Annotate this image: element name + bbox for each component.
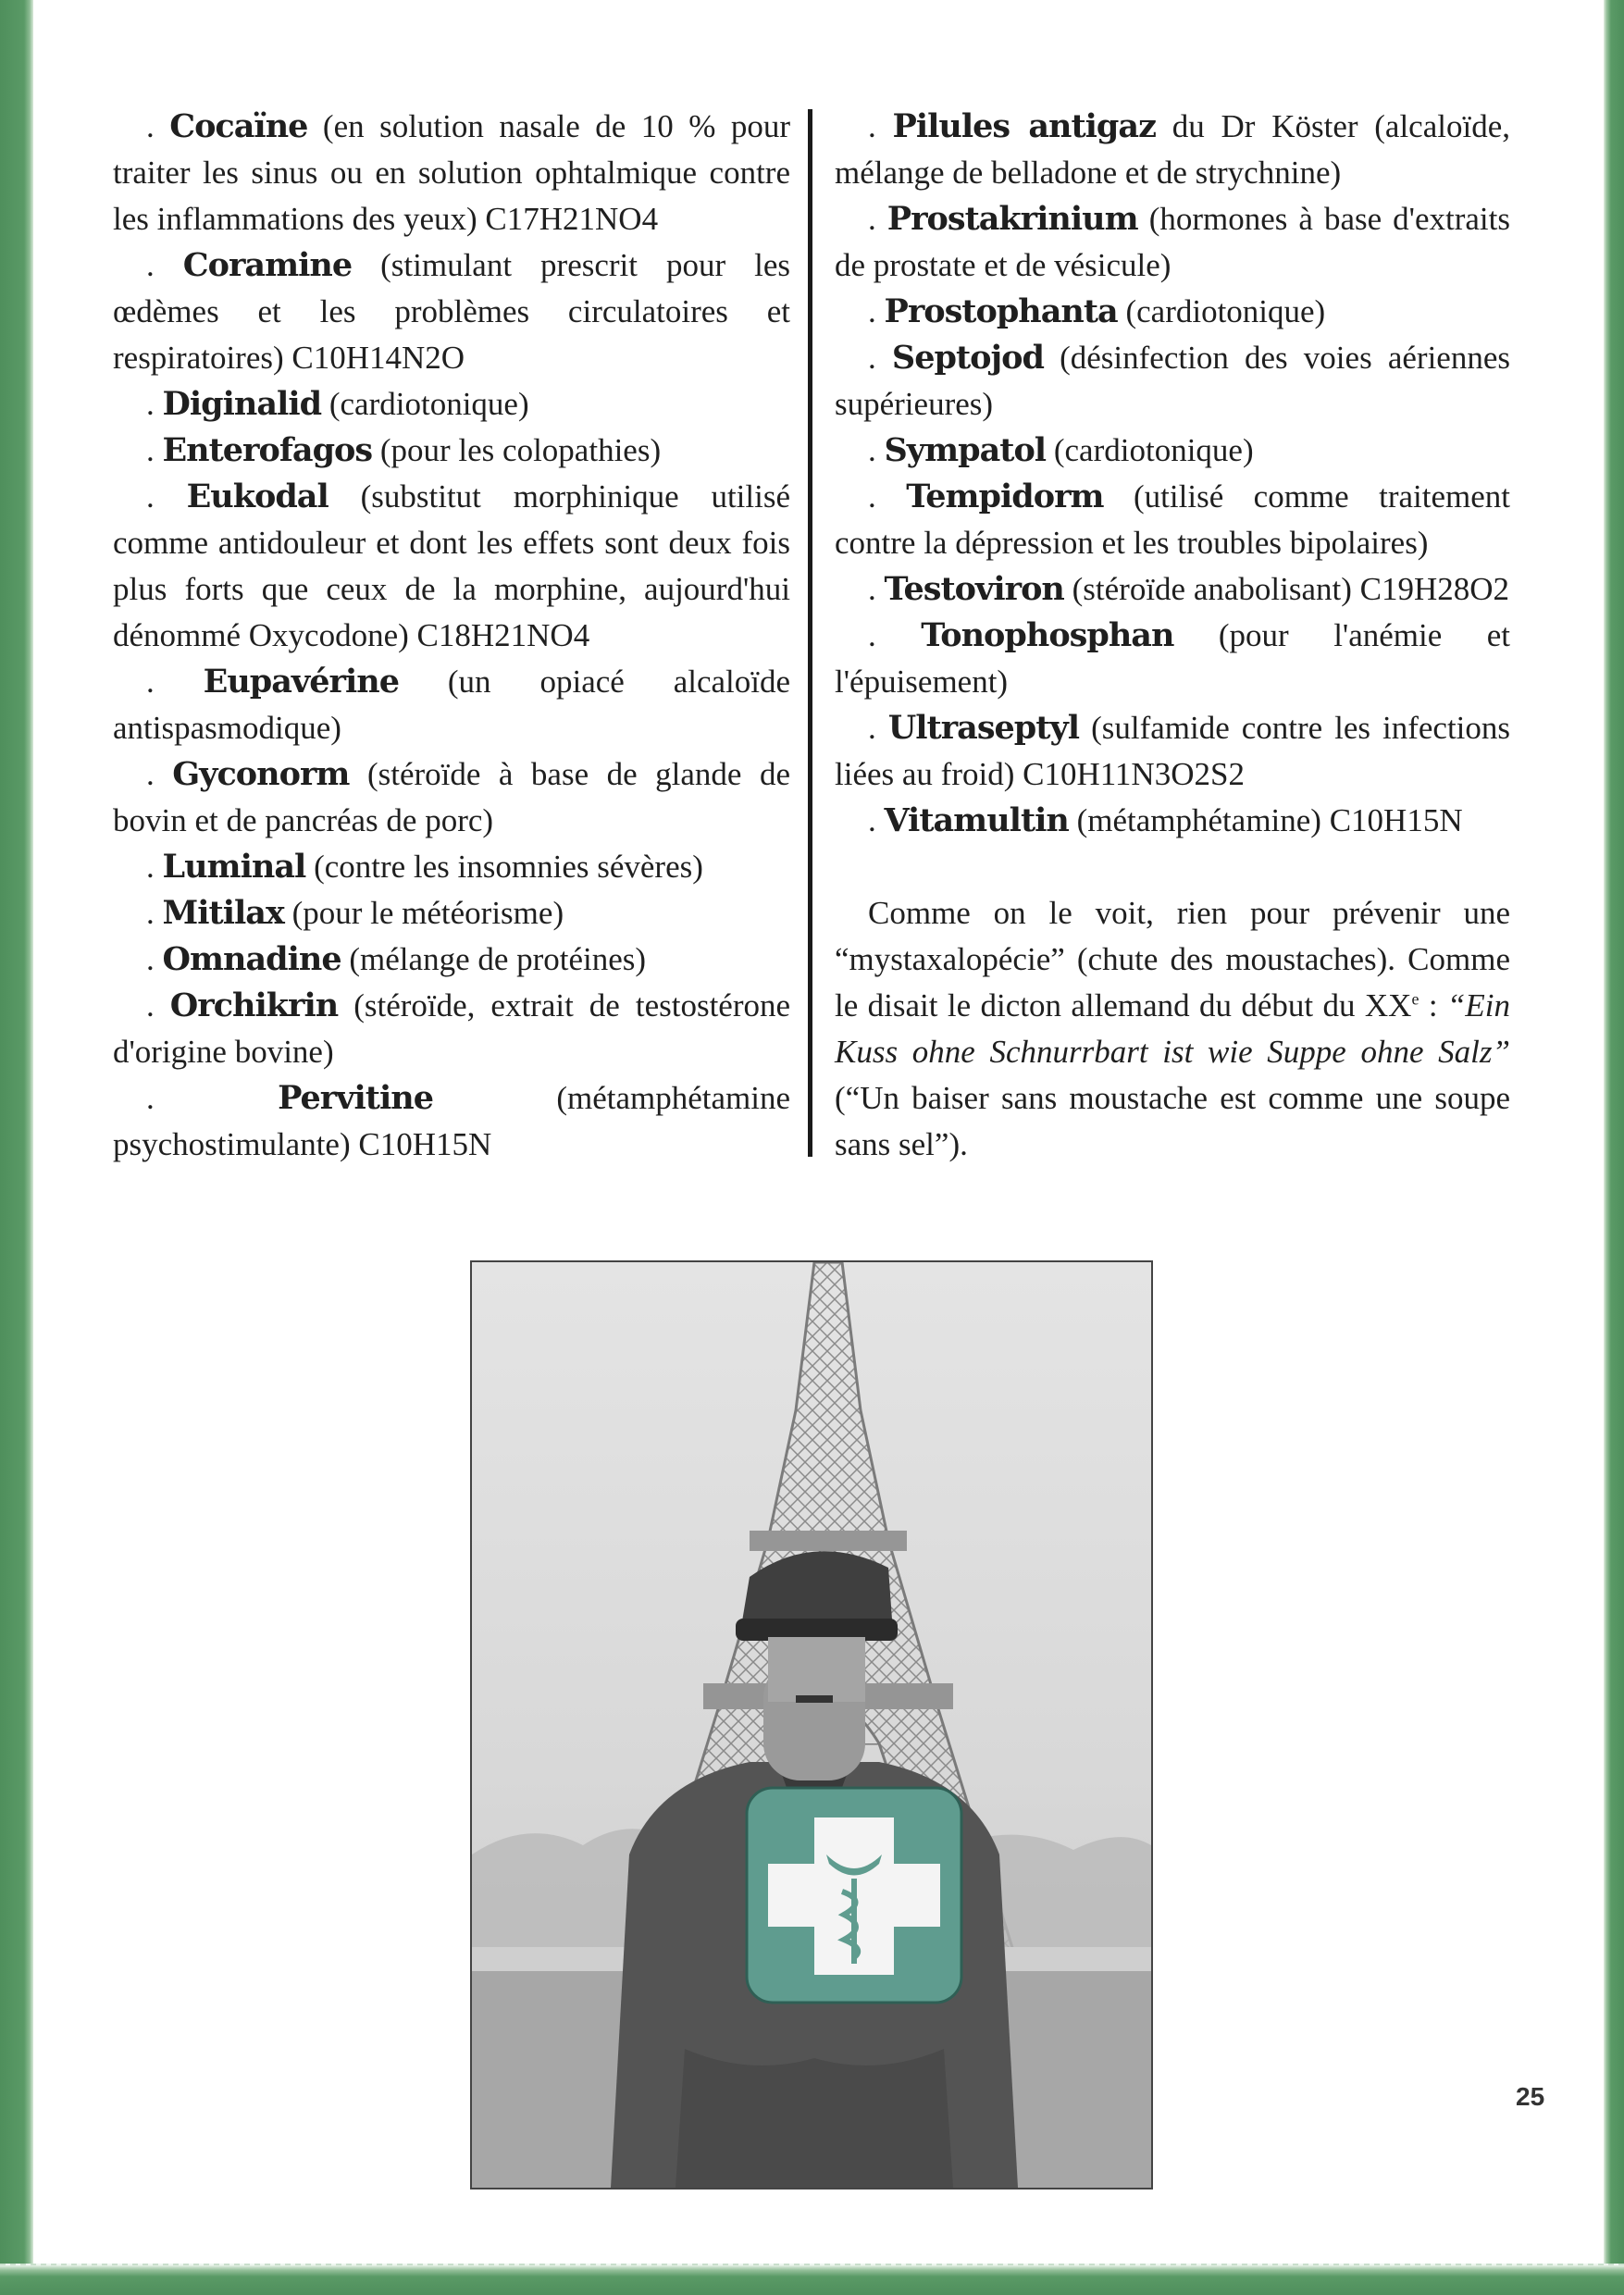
photo-eiffel-tower-officer	[470, 1260, 1153, 2190]
list-item: . Coramine (stimulant prescrit pour les œdèmes et les problèmes circulatoires et respiratoires) C10H14N2O	[113, 246, 791, 376]
list-item: . Gyconorm (stéroïde à base de glande de bovin et de pancréas de porc)	[113, 755, 791, 838]
list-item: . Pervitine (métamphétamine psychostimulante) C10H15N	[113, 1079, 790, 1162]
left-column	[113, 104, 790, 1168]
list-item: . Tempidorm (utilisé comme traitement contre la dépression et les troubles bipolaires)	[835, 478, 1510, 561]
list-item: . Luminal (contre les insomnies sévères)	[146, 848, 703, 886]
pharmacy-cross-icon	[747, 1788, 961, 2003]
list-item: . Enterofagos (pour les colopathies)	[146, 431, 662, 469]
list-item: . Vitamultin (métamphétamine) C10H15N	[868, 801, 1463, 839]
list-item: . Pilules antigaz du Dr Köster (alcaloïde, mélange de belladone et de strychnine)	[835, 107, 1510, 191]
green-frame-right	[1604, 0, 1624, 2295]
list-item: . Orchikrin (stéroïde, extrait de testostérone d'origine bovine)	[113, 986, 791, 1070]
list-item: . Eukodal (substitut morphinique utilisé comme antidouleur et dont les effets sont deux fois plus forts que ceux de la morphine, aujourd'hui dénommé Oxycodone) C18H21NO4	[113, 478, 790, 653]
list-item: . Ultraseptyl (sulfamide contre les infections liées au froid) C10H11N3O2S2	[835, 709, 1511, 792]
green-frame-bottom	[0, 2265, 1624, 2295]
right-column	[835, 104, 1510, 1168]
column-divider	[808, 109, 812, 1157]
list-item: . Tonophosphan (pour l'anémie et l'épuisement)	[835, 616, 1511, 700]
green-frame-left	[0, 0, 33, 2295]
list-item: . Cocaïne (en solution nasale de 10 % pour traiter les sinus ou en solution ophtalmique contre les inflammations des yeux) C17H21NO4	[113, 107, 791, 237]
list-item: . Mitilax (pour le météorisme)	[146, 894, 564, 932]
list-item: . Omnadine (mélange de protéines)	[146, 940, 647, 978]
page-number: 25	[1516, 2082, 1545, 2111]
list-item: . Eupavérine (un opiacé alcaloïde antispasmodique)	[113, 663, 791, 746]
list-item: . Sympatol (cardiotonique)	[868, 431, 1254, 469]
list-item: . Diginalid (cardiotonique)	[146, 385, 529, 423]
closing-paragraph: Comme on le voit, rien pour prévenir une “mystaxalopécie” (chute des moustaches). Comme le disait le dicton allemand du début du XXe : “Ein Kuss ohne Schnurrbart ist wie Suppe ohne Salz” (“Un baiser sans moustache est comme une soupe sans sel”).	[835, 895, 1510, 1162]
list-item: . Prostakrinium (hormones à base d'extraits de prostate et de vésicule)	[835, 200, 1511, 283]
list-item: . Testoviron (stéroïde anabolisant) C19H28O2	[868, 570, 1510, 608]
list-item: . Prostophanta (cardiotonique)	[868, 292, 1326, 330]
list-item: . Septojod (désinfection des voies aériennes supérieures)	[835, 339, 1510, 422]
